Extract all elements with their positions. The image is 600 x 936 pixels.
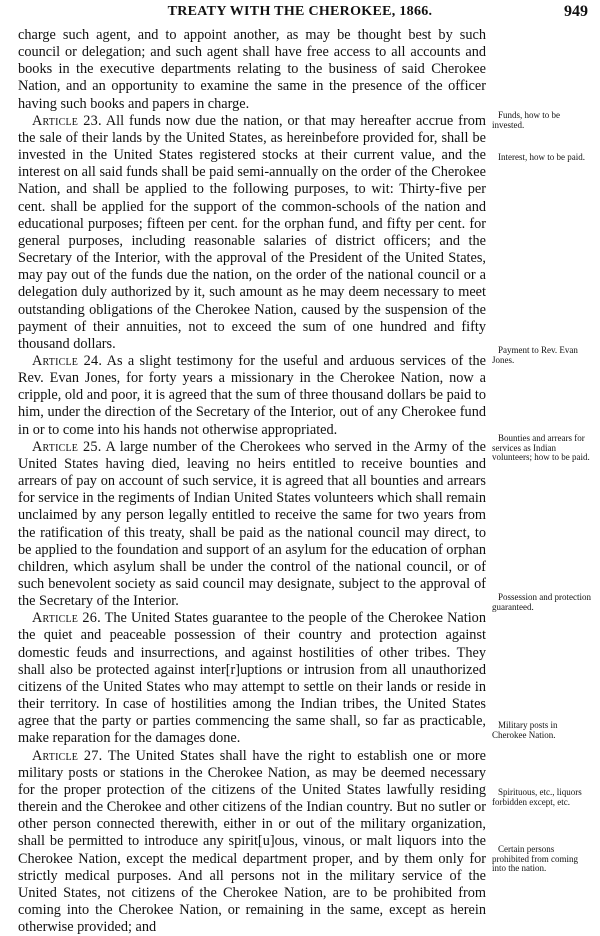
article-27-text: The United States shall have the right to establish one or more military posts or stations in the Cherokee Nation, as may be deemed necessary for the proper protection of the citizens of the United States lawfully residing therein and the Cherokee and other citizens of the Indian country. But no sutler or other person connected therewith, either in or out of the military organization, shall be permitted to introduce any spirit[u]ous, vinous, or malt liquors into the Cherokee Nation, except the medical department proper, and by them only for strictly medical purposes. And all persons not in the military service of the United States, not citizens of the Cherokee Nation, are to be prohibited from coming into the Cherokee Nation, or remaining in the same, except as herein otherwise provided; and [18,747,486,936]
article-27-label: Article 27. [32,747,103,764]
margin-note-possession: Possession and protection guaranteed. [492,592,591,612]
article-24-label: Article 24. [32,352,103,369]
article-24-text: As a slight testimony for the useful and arduous services of the Rev. Evan Jones, for forty years a missionary in the Cherokee Nation, now a cripple, old and poor, it is agreed that the sum of three thousand dollars be paid to him, under the direction of the Secretary of the Interior, out of any Cherokee fund in or to come into his hands not otherwise appropriated. [18,352,487,438]
article-26-text: The United States guarantee to the people of the Cherokee Nation the quiet and peaceable possession of their country and protection against domestic feuds and insurrections, and against hostilities of other tribes. They shall also be protected against inter[r]uptions or intrusion from all unauthorized citizens of the United States who may attempt to settle on their lands or reside in their territory. In case of hostilities among the Indian tribes, the United States agree that the party or parties commencing the same shall, so far as practicable, make reparation for the damages done. [18,610,486,747]
article-26-paragraph [18,610,486,747]
margin-note-funds: Funds, how to be invested. [492,110,561,130]
margin-note-military-posts: Military posts in Cherokee Nation. [492,720,558,740]
page-number: 949 [564,3,588,20]
article-24-paragraph [18,353,486,439]
article-26-label: Article 26. [32,610,101,627]
article-23-text: All funds now due the nation, or that may hereafter accrue from the sale of their lands by the United States, as hereinbefore provided for, shall be invested in the United States registered stocks at their current value, and the interest on all said funds shall be paid semi-annually on the order of the Cherokee Nation, and shall be applied to the following purposes, to wit: Thirty-five per cent. shall be applied for the support of the common-schools of the nation and educational purposes; fifteen per cent. for the orphan fund, and fifty per cent. for general purposes, including reasonable salaries of district officers; and the Secretary of the Interior, with the approval of the President of the United States, may pay out of the funds due the nation, on the order of the national council or a delegation duly authorized by it, such amount as he may deem necessary to meet outstanding obligations of the Cherokee Nation, caused by the suspension of the payment of their annuities, not to exceed the sum of one hundred and fifty thousand dollars. [18,112,486,352]
article-23-label: Article 23. [32,112,102,129]
article-25-text: A large number of the Cherokees who served in the Army of the United States having died, leaving no heirs entitled to receive bounties and arrears of pay on account of such service, it is agreed that all bounties and arrears for service in the regiments of Indian United States volunteers which shall remain unclaimed by any person legally entitled to receive the same for two years from the ratification of this treaty, shall be paid as the national council may direct, to be applied to the foundation and support of an asylum for the education of orphan children, which asylum shall be under the control of the national council, or of such benevolent society as said council may designate, subject to the approval of the Secretary of the Interior. [18,438,486,610]
article-27-paragraph [18,748,486,936]
treaty-text [18,27,486,936]
margin-note-liquors: Spirituous, etc., liquors forbidden except, etc. [492,787,582,807]
article-23-paragraph [18,113,486,353]
margin-note-prohibited-persons: Certain persons prohibited from coming into the nation. [492,844,578,874]
margin-note-bounties: Bounties and arrears for services as Indian volunteers; how to be paid. [492,433,590,463]
opening-paragraph: charge such agent, and to appoint another, as may be thought best by such council or delegation; and such agent shall have free access to all accounts and books in the executive departments relating to the business of said Cherokee Nation, and an opportunity to examine the same in the presence of the officer having such books and papers in charge. [18,27,486,112]
article-25-paragraph [18,439,486,611]
margin-note-evan-jones: Payment to Rev. Evan Jones. [492,345,578,365]
page-header [0,3,600,23]
article-25-label: Article 25. [32,438,102,455]
margin-note-interest: Interest, how to be paid. [498,152,585,162]
running-title: TREATY WITH THE CHEROKEE, 1866. [167,4,433,19]
